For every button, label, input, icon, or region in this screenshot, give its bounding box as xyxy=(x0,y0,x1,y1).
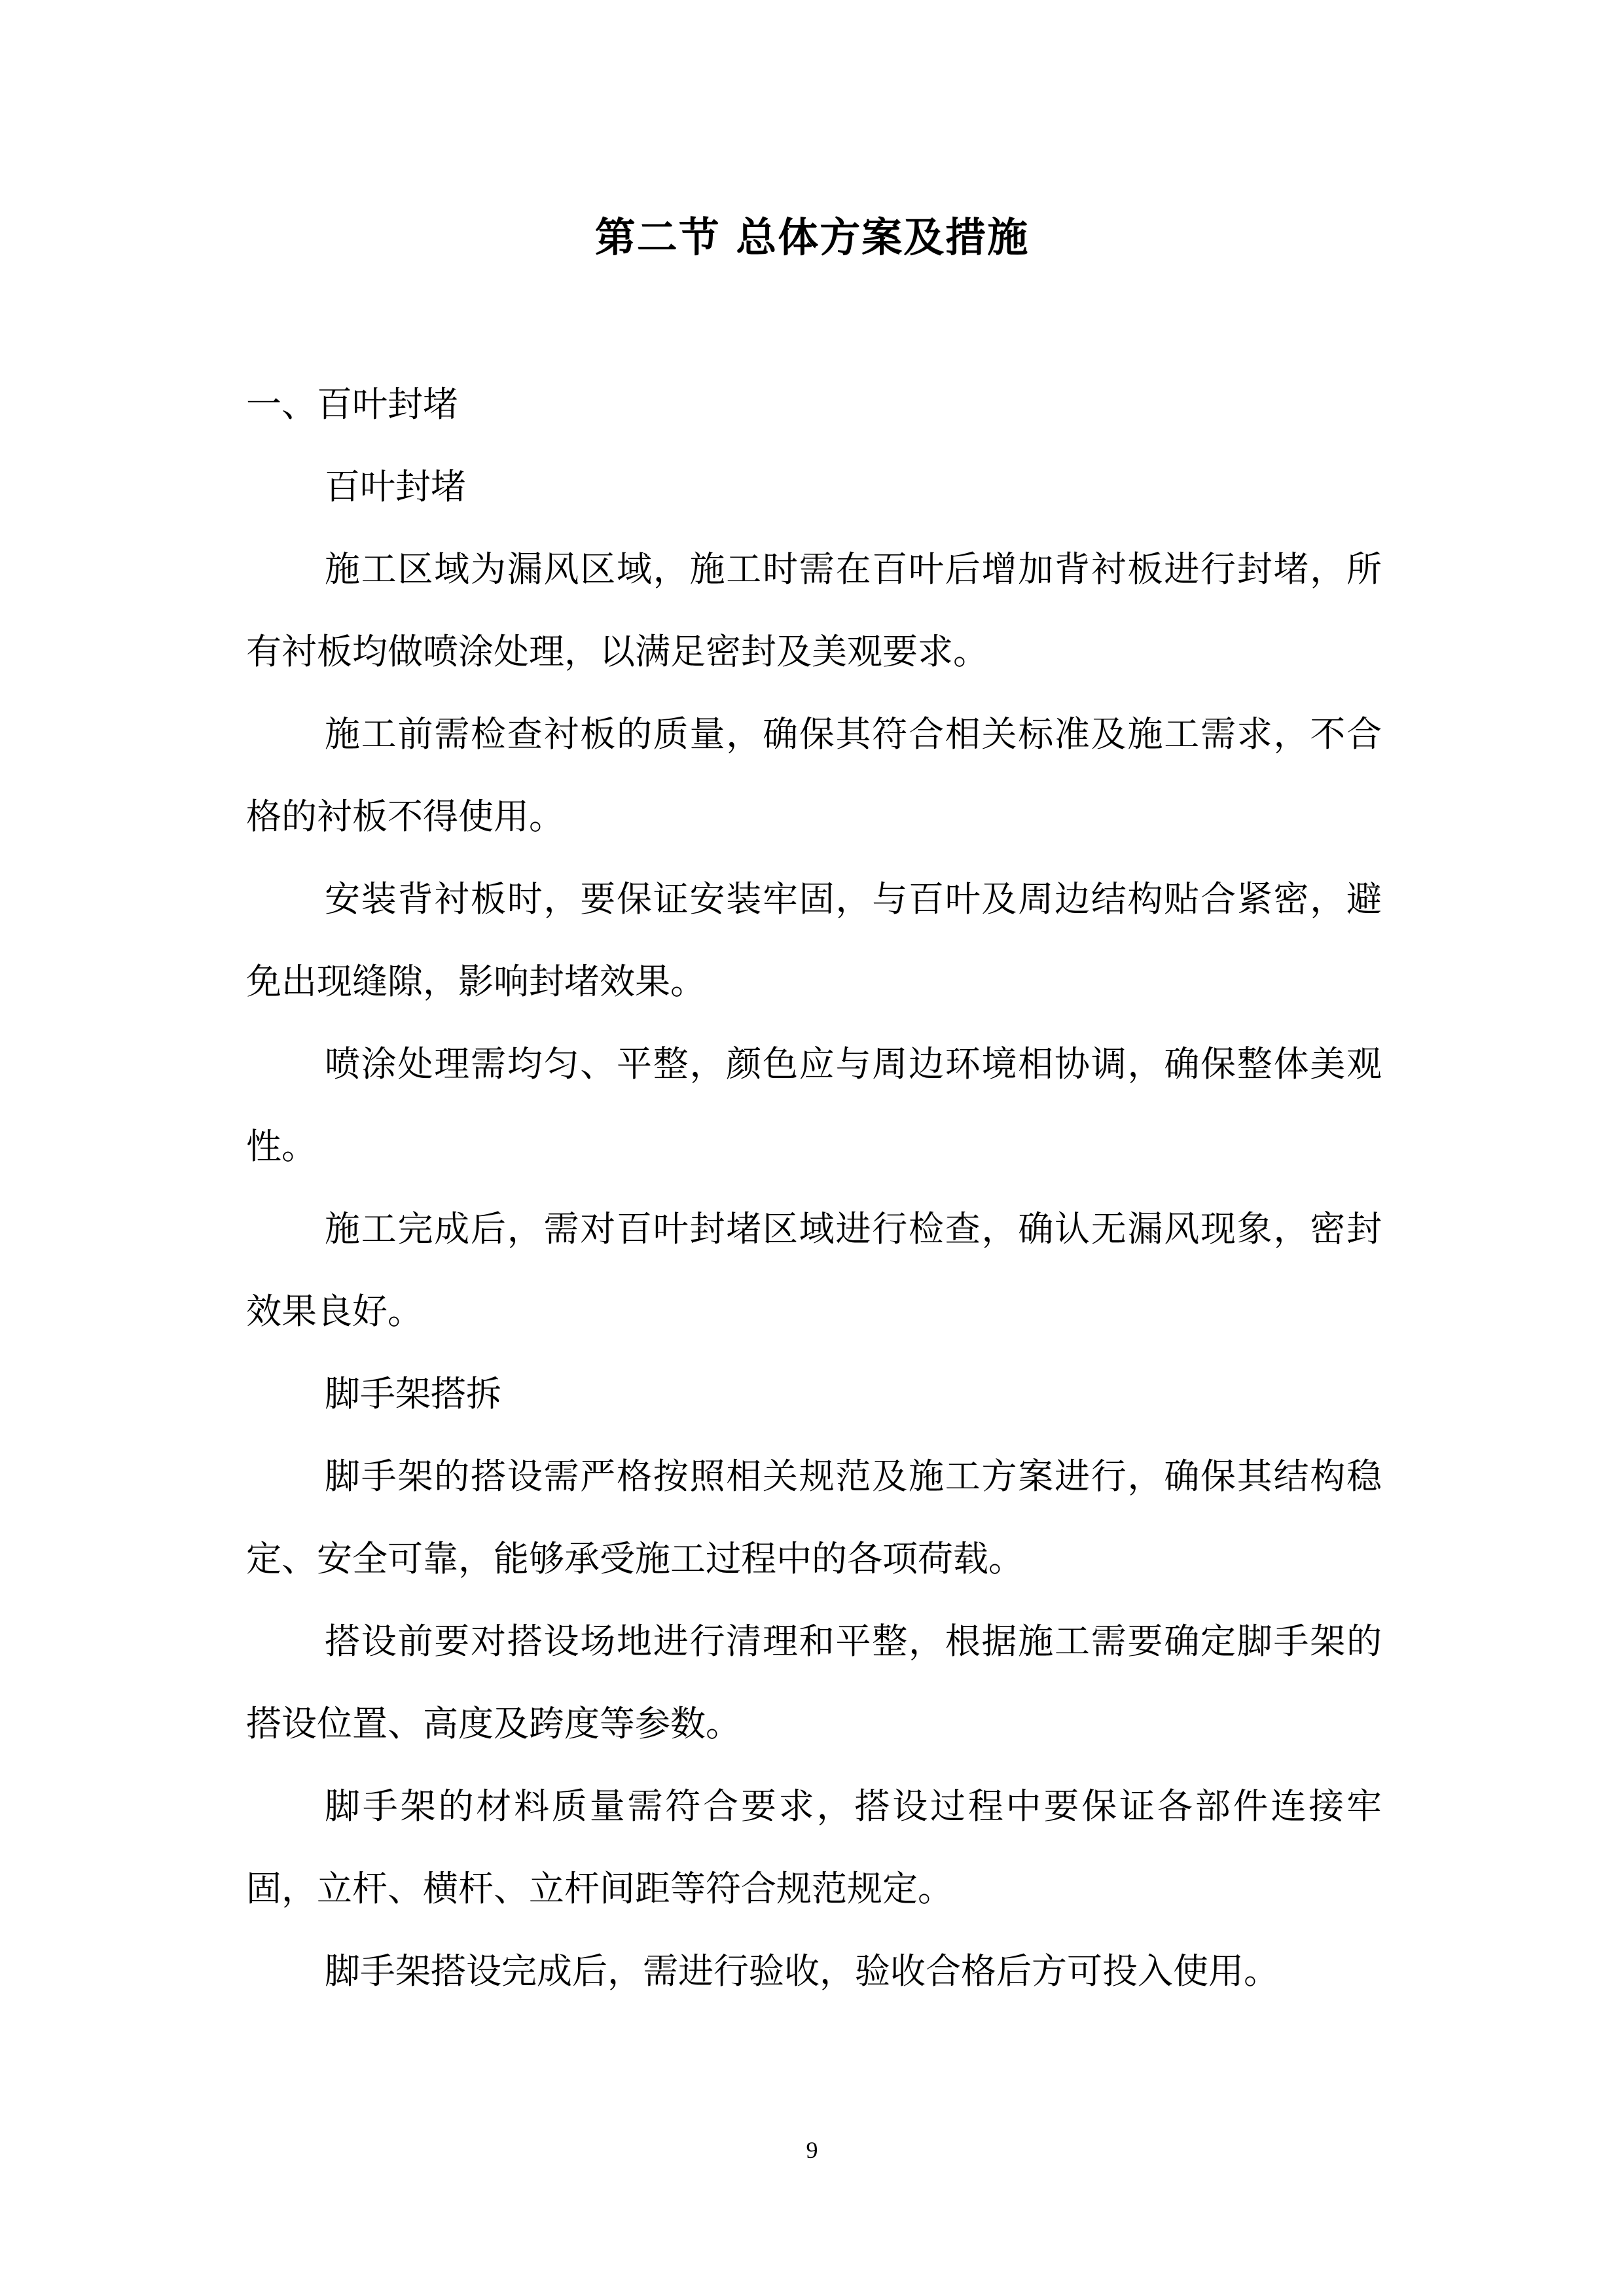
section-title: 第二节 总体方案及措施 xyxy=(594,213,1030,261)
paragraph: 脚手架的材料质量需符合要求，搭设过程中要保证各部件连接牢固，立杆、横杆、立杆间距等符合规范规定。 xyxy=(246,1785,1382,1909)
paragraph: 施工前需检查衬板的质量，确保其符合相关标准及施工需求，不合格的衬板不得使用。 xyxy=(246,713,1382,837)
subheading-louver-sealing: 百叶封堵 xyxy=(325,466,466,507)
subheading-scaffolding: 脚手架搭拆 xyxy=(325,1373,501,1414)
paragraph: 喷涂处理需均匀、平整，颜色应与周边环境相协调，确保整体美观性。 xyxy=(246,1043,1382,1167)
page-number: 9 xyxy=(806,2137,818,2163)
paragraph: 脚手架的搭设需严格按照相关规范及施工方案进行，确保其结构稳定、安全可靠，能够承受施工过程中的各项荷载。 xyxy=(246,1456,1382,1579)
document-body xyxy=(246,363,1382,2013)
paragraph: 脚手架搭设完成后，需进行验收，验收合格后方可投入使用。 xyxy=(325,1950,1279,1992)
paragraph: 搭设前要对搭设场地进行清理和平整，根据施工需要确定脚手架的搭设位置、高度及跨度等参数。 xyxy=(246,1621,1382,1744)
paragraph: 施工区域为漏风区域，施工时需在百叶后增加背衬板进行封堵，所有衬板均做喷涂处理，以满足密封及美观要求。 xyxy=(246,548,1382,672)
paragraph: 安装背衬板时，要保证安装牢固，与百叶及周边结构贴合紧密，避免出现缝隙，影响封堵效果。 xyxy=(246,878,1382,1002)
section-heading: 一、百叶封堵 xyxy=(246,384,458,425)
paragraph: 施工完成后，需对百叶封堵区域进行检查，确认无漏风现象，密封效果良好。 xyxy=(246,1208,1382,1332)
